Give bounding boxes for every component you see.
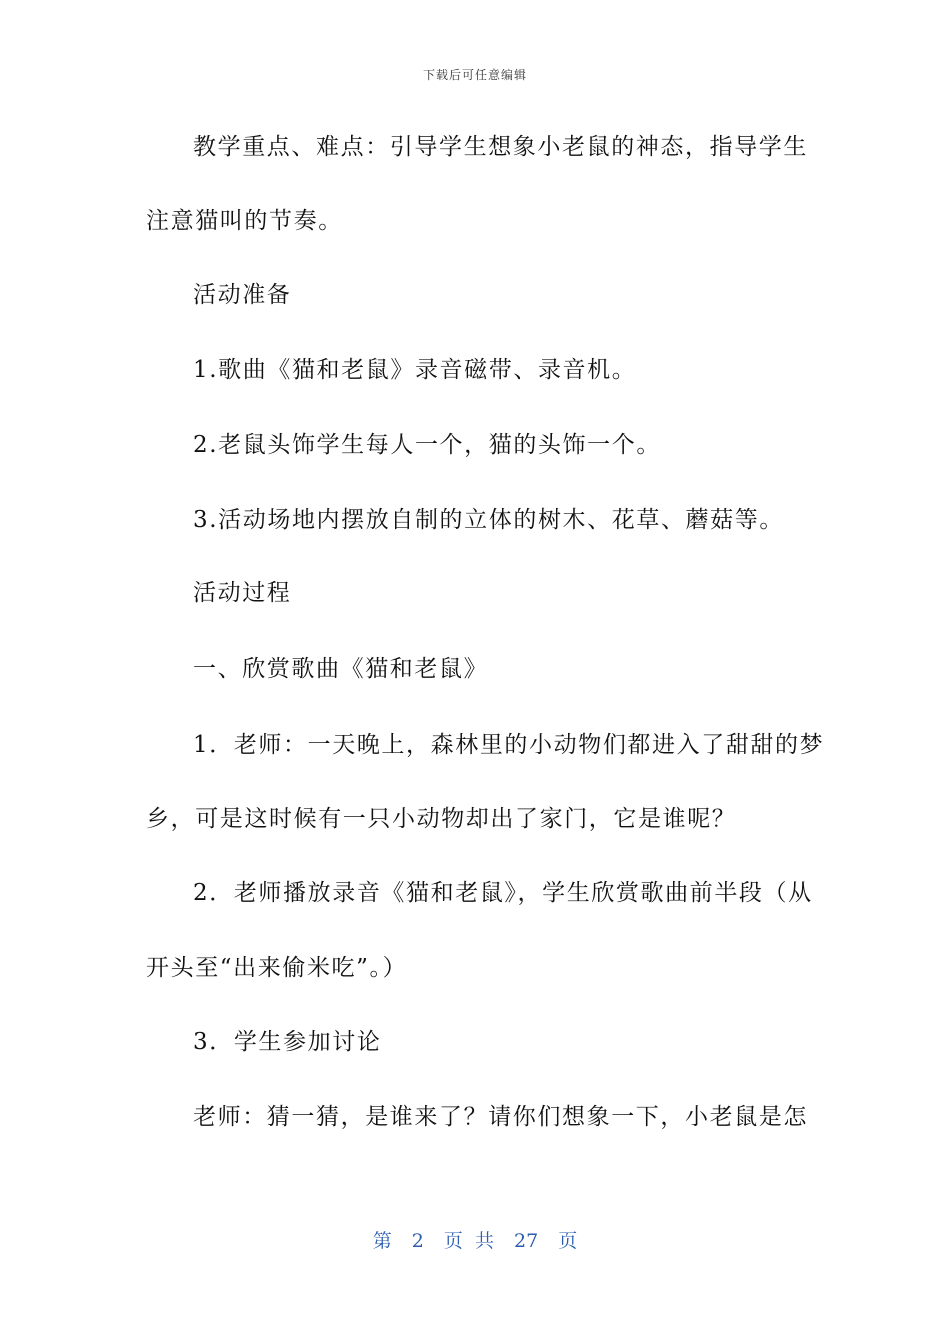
page-label-mid: 页 共 bbox=[443, 1230, 494, 1252]
paragraph-line: 老师：猜一猜，是谁来了？请你们想象一下，小老鼠是怎 bbox=[193, 1104, 808, 1130]
subsection-heading: 一、欣赏歌曲《猫和老鼠》 bbox=[193, 656, 489, 682]
section-heading: 活动准备 bbox=[193, 282, 292, 308]
paragraph-line: 2．老师播放录音《猫和老鼠》，学生欣赏歌曲前半段（从 bbox=[193, 880, 813, 906]
page-footer bbox=[0, 1226, 950, 1253]
page-label-prefix: 第 bbox=[372, 1230, 392, 1252]
paragraph-line: 注意猫叫的节奏。 bbox=[146, 208, 343, 234]
current-page-number: 2 bbox=[411, 1230, 424, 1252]
page-label-suffix: 页 bbox=[558, 1230, 578, 1252]
list-item: 1.歌曲《猫和老鼠》录音磁带、录音机。 bbox=[193, 357, 637, 383]
paragraph-line: 3．学生参加讨论 bbox=[193, 1029, 382, 1055]
paragraph-line: 开头至“出来偷米吃”。） bbox=[146, 955, 408, 981]
list-item: 3.活动场地内摆放自制的立体的树木、花草、蘑菇等。 bbox=[193, 507, 784, 533]
page-header: 下载后可任意编辑 bbox=[422, 68, 527, 82]
paragraph-line: 教学重点、难点：引导学生想象小老鼠的神态，指导学生 bbox=[193, 134, 808, 160]
total-pages-number: 27 bbox=[514, 1230, 539, 1252]
list-item: 2.老鼠头饰学生每人一个，猫的头饰一个。 bbox=[193, 432, 661, 458]
paragraph-line: 乡，可是这时候有一只小动物却出了家门，它是谁呢？ bbox=[146, 806, 737, 832]
paragraph-line: 1．老师：一天晚上，森林里的小动物们都进入了甜甜的梦 bbox=[193, 732, 825, 758]
section-heading: 活动过程 bbox=[193, 580, 292, 606]
